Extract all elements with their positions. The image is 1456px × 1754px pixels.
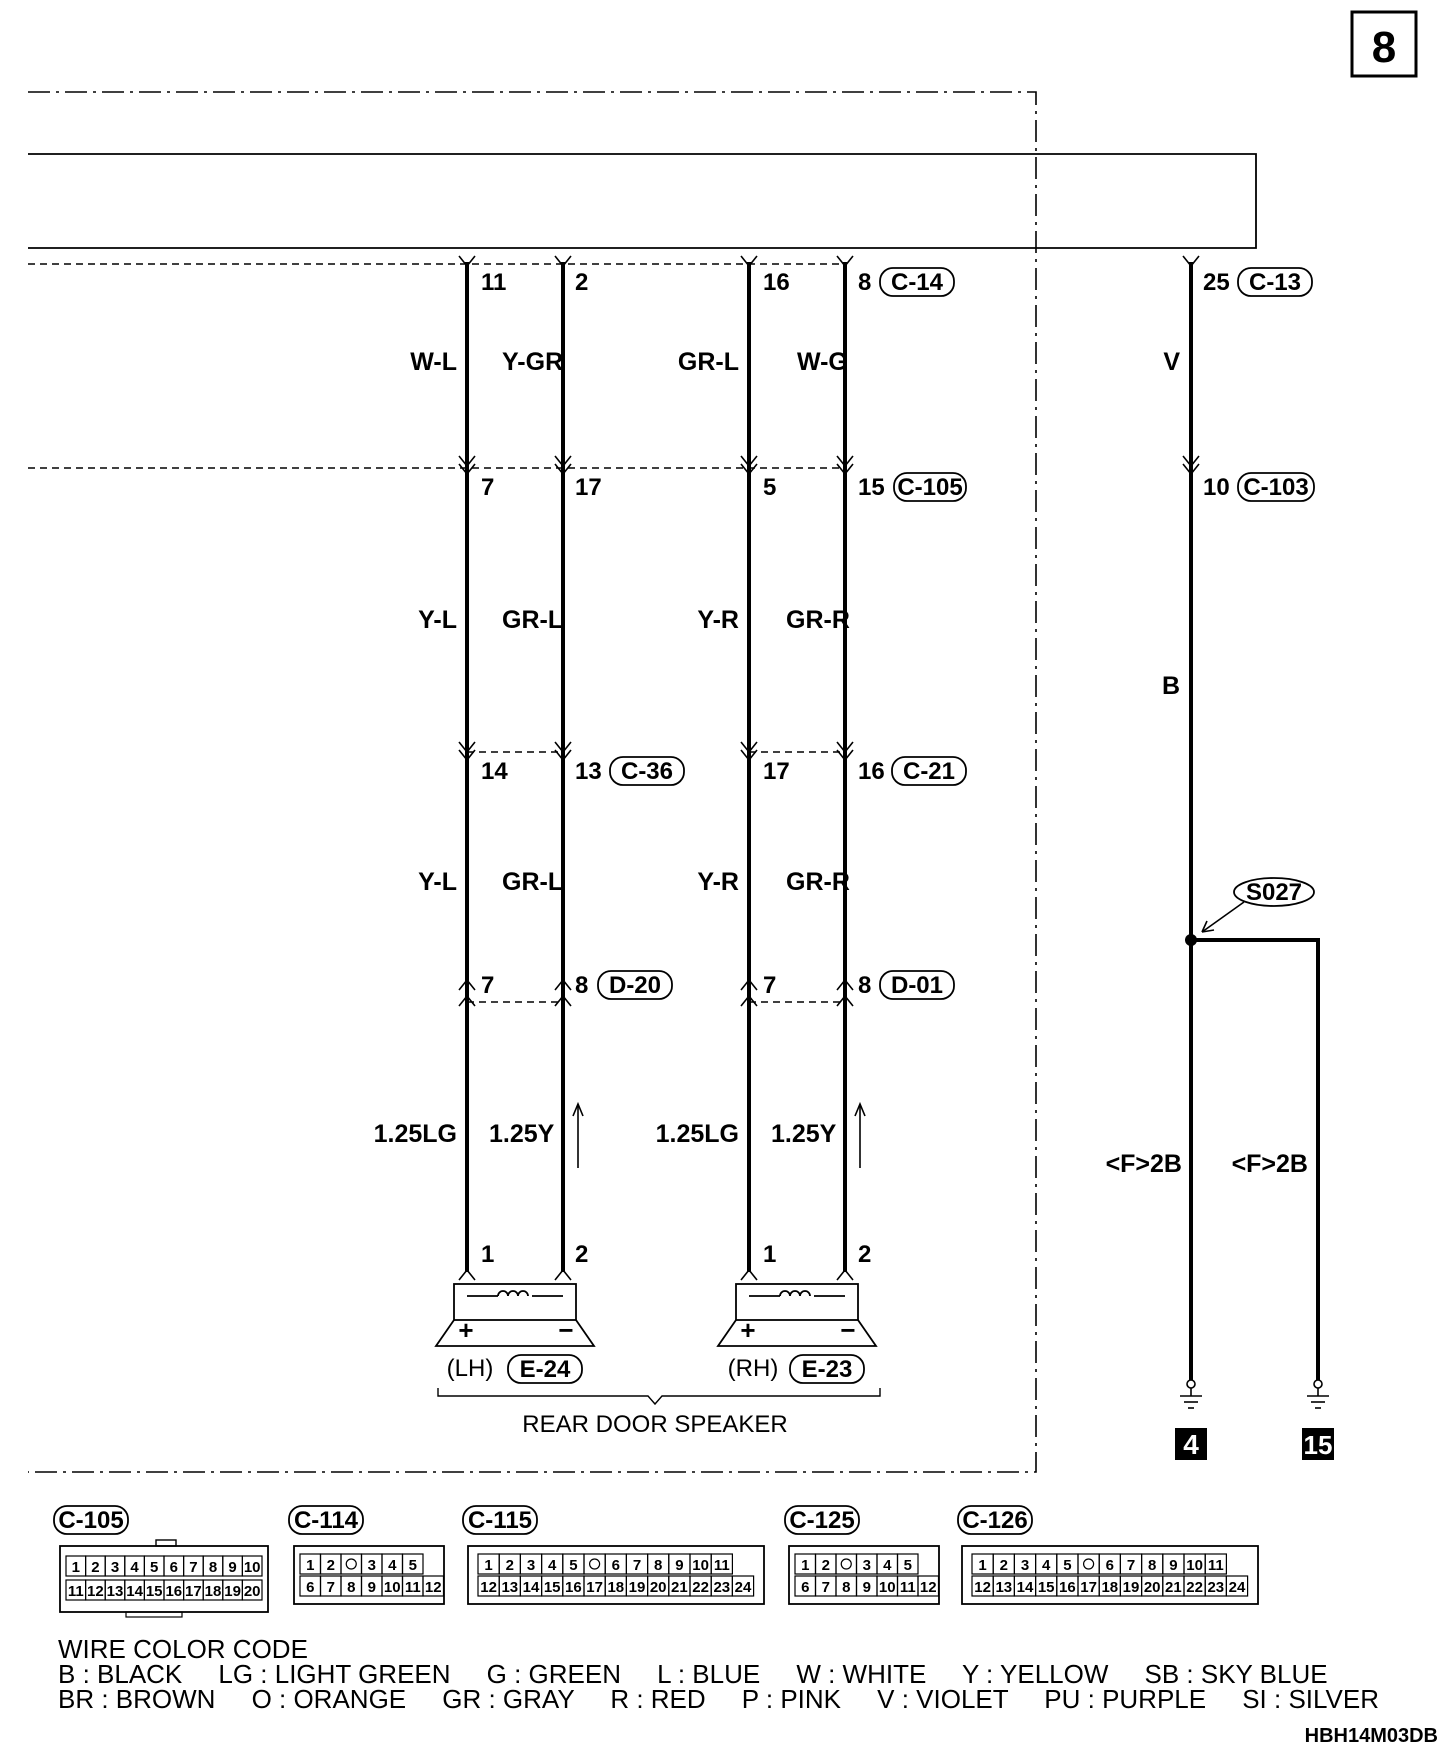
cavity-number: 23 <box>1207 1579 1225 1596</box>
cavity-number: 11 <box>1207 1557 1224 1574</box>
connector-face-title: C-114 <box>293 1507 359 1534</box>
cavity-number: 9 <box>675 1557 684 1574</box>
wire-color: B <box>1161 672 1180 700</box>
cavity-number: 3 <box>526 1557 536 1574</box>
cavity-number: 7 <box>326 1579 335 1596</box>
cavity-number: 22 <box>692 1579 709 1596</box>
speaker-side-label: (LH) <box>446 1355 494 1382</box>
connector-cavity <box>836 1554 857 1574</box>
wire-size-color: 1.25LG <box>655 1120 739 1148</box>
cavity-number: 11 <box>67 1583 84 1600</box>
cavity-number: 7 <box>189 1559 198 1576</box>
connector-tag: C-13 <box>1248 269 1302 296</box>
cavity-number: 19 <box>224 1583 241 1600</box>
cavity-number: 1 <box>71 1559 80 1576</box>
speaker-side-label: (RH) <box>727 1355 779 1382</box>
speaker-labels <box>447 1315 864 1438</box>
speaker-minus: − <box>840 1315 856 1345</box>
cavity-number: 19 <box>1122 1579 1140 1596</box>
wire-color: GR-L <box>677 348 739 376</box>
pin-number: 10 <box>1203 474 1230 501</box>
cavity-number: 8 <box>842 1579 851 1596</box>
speaker-connector: E-23 <box>801 1356 853 1383</box>
cavity-number: 3 <box>862 1557 871 1574</box>
cavity-number: 6 <box>306 1579 315 1596</box>
cavity-number: 5 <box>1063 1557 1072 1574</box>
cavity-number: 18 <box>204 1583 222 1600</box>
wire-color: W-L <box>410 348 457 376</box>
connector-tag: C-14 <box>890 269 944 296</box>
pin-number: 7 <box>481 474 495 501</box>
connector-face-title: C-126 <box>962 1507 1028 1534</box>
diagram-code: HBH14M03DB <box>1304 1725 1438 1747</box>
cavity-number: 22 <box>1186 1579 1203 1596</box>
speaker-brace <box>438 1388 880 1404</box>
cavity-number: 2 <box>91 1559 100 1576</box>
cavity-number: 15 <box>145 1583 163 1600</box>
pin-number: 17 <box>575 474 602 501</box>
cavity-number: 20 <box>649 1579 667 1596</box>
cavity-number: 2 <box>821 1557 830 1574</box>
cavity-number: 16 <box>565 1579 582 1596</box>
cavity-number: 4 <box>130 1559 139 1576</box>
cavity-number: 5 <box>408 1557 417 1574</box>
cavity-number: 5 <box>150 1559 159 1576</box>
cavity-number: 5 <box>569 1557 578 1574</box>
pin-number: 7 <box>481 972 495 999</box>
cavity-number: 3 <box>1020 1557 1030 1574</box>
cavity-number: 14 <box>126 1583 143 1600</box>
cavity-number: 3 <box>367 1557 376 1574</box>
pin-number: 17 <box>763 758 790 785</box>
cavity-number: 7 <box>632 1557 642 1574</box>
cavity-number: 13 <box>995 1579 1013 1596</box>
ground-symbol-left <box>1180 1380 1202 1408</box>
cavity-number: 6 <box>801 1579 810 1596</box>
cavity-number: 17 <box>586 1579 603 1596</box>
pin-number: 13 <box>575 758 602 785</box>
cavity-number: 6 <box>169 1559 178 1576</box>
connector-tag: D-01 <box>890 972 944 999</box>
cavity-number: 15 <box>543 1579 561 1596</box>
pin-number: 11 <box>481 269 507 296</box>
wire-size-color: 1.25Y <box>771 1120 837 1148</box>
cavity-number: 20 <box>1143 1579 1161 1596</box>
pin-numbers <box>481 269 1230 1268</box>
wire-color: V <box>1163 348 1180 376</box>
cavity-number: 14 <box>522 1579 540 1596</box>
wire-color: <F>2B <box>1231 1150 1308 1178</box>
wire-labels <box>374 348 1308 1178</box>
wire-color: GR-R <box>786 606 850 634</box>
connector-face-c115 <box>463 1506 764 1604</box>
connector-face-c125 <box>785 1506 939 1604</box>
cavity-number: 8 <box>654 1557 663 1574</box>
cavity-number: 13 <box>106 1583 124 1600</box>
cavity-number: 18 <box>1101 1579 1119 1596</box>
cavity-number: 10 <box>878 1579 896 1596</box>
wire-color: W-G <box>797 348 848 376</box>
speaker-plus: + <box>740 1315 756 1345</box>
cavity-number: 1 <box>978 1557 987 1574</box>
connector-tag: D-20 <box>608 972 662 999</box>
speaker-group-label: REAR DOOR SPEAKER <box>522 1411 788 1438</box>
pin-number: 7 <box>763 972 777 999</box>
pin-number: 25 <box>1203 269 1230 296</box>
cavity-number: 10 <box>243 1559 261 1576</box>
unit-box <box>28 154 1256 248</box>
connector-tag: C-105 <box>897 474 963 501</box>
wire-color: Y-L <box>418 606 457 634</box>
cavity-number: 21 <box>1165 1579 1182 1596</box>
wire-size-color: 1.25LG <box>373 1120 457 1148</box>
connector-face-c114 <box>289 1506 444 1604</box>
cavity-number: 3 <box>110 1559 120 1576</box>
cavity-number: 12 <box>87 1583 104 1600</box>
cavity-number: 2 <box>505 1557 514 1574</box>
connector-tag: C-21 <box>902 758 956 785</box>
pin-number: 8 <box>575 972 589 999</box>
splice-dot <box>1185 934 1197 946</box>
cavity-number: 2 <box>326 1557 335 1574</box>
cavity-number: 1 <box>306 1557 315 1574</box>
wire-color-code-title: WIRE COLOR CODE <box>58 1634 308 1664</box>
pin-number: 15 <box>858 474 885 501</box>
pin-number: 8 <box>858 269 872 296</box>
cavity-number: 1 <box>484 1557 493 1574</box>
cavity-number: 6 <box>1105 1557 1114 1574</box>
connector-cavity <box>1078 1554 1099 1574</box>
cavity-number: 16 <box>1059 1579 1076 1596</box>
cavity-number: 10 <box>383 1579 401 1596</box>
connector-cavity <box>341 1554 362 1574</box>
connector-tag: C-103 <box>1243 474 1309 501</box>
cavity-number: 4 <box>388 1557 397 1574</box>
splice-pointer <box>1202 902 1244 932</box>
cavity-number: 8 <box>347 1579 356 1596</box>
cavity-number: 18 <box>607 1579 625 1596</box>
cavity-number: 1 <box>801 1557 810 1574</box>
cavity-number: 10 <box>1186 1557 1203 1574</box>
connector-latch <box>841 1559 851 1569</box>
cavity-number: 20 <box>243 1583 261 1600</box>
page-number: 8 <box>1371 23 1397 72</box>
cavity-number: 11 <box>404 1579 421 1596</box>
pin-number: 2 <box>575 269 589 296</box>
connector-tag: C-36 <box>620 758 674 785</box>
connector-face-c105 <box>54 1506 268 1617</box>
cavity-number: 8 <box>1148 1557 1157 1574</box>
pin-number: 16 <box>763 269 790 296</box>
wire-color: Y-L <box>418 868 457 896</box>
wire-color: Y-GR <box>502 348 564 376</box>
splice-tag: S027 <box>1245 879 1303 906</box>
cavity-number: 12 <box>974 1579 991 1596</box>
pin-number: 1 <box>763 1241 777 1268</box>
cavity-number: 4 <box>1042 1557 1051 1574</box>
wire-color: Y-R <box>697 606 739 634</box>
wire-color: GR-L <box>502 606 564 634</box>
speaker-plus: + <box>458 1315 474 1345</box>
connector-face-title: C-115 <box>467 1507 533 1534</box>
cavity-number: 4 <box>883 1557 892 1574</box>
dashdot-boundary <box>28 92 1036 1472</box>
cavity-number: 13 <box>501 1579 519 1596</box>
cavity-number: 6 <box>611 1557 620 1574</box>
cavity-number: 12 <box>480 1579 497 1596</box>
cavity-number: 2 <box>999 1557 1008 1574</box>
wire-color: GR-R <box>786 868 850 896</box>
speaker-connector: E-24 <box>519 1356 571 1383</box>
cavity-number: 15 <box>1037 1579 1055 1596</box>
cavity-number: 17 <box>185 1583 202 1600</box>
cavity-number: 7 <box>1126 1557 1136 1574</box>
pin-number: 2 <box>858 1241 872 1268</box>
pin-number: 8 <box>858 972 872 999</box>
pin-number: 16 <box>858 758 885 785</box>
cavity-number: 12 <box>424 1579 442 1596</box>
cavity-number: 17 <box>1080 1579 1097 1596</box>
pin-number: 2 <box>575 1241 589 1268</box>
connector-latch <box>1084 1559 1094 1569</box>
cavity-number: 16 <box>165 1583 183 1600</box>
cavity-number: 24 <box>1228 1579 1246 1596</box>
speaker-minus: − <box>558 1315 574 1345</box>
ground-point-4: 4 <box>1183 1429 1199 1460</box>
connector-latch <box>590 1559 600 1569</box>
cavity-number: 14 <box>1016 1579 1034 1596</box>
pin-number: 1 <box>481 1241 495 1268</box>
cavity-number: 19 <box>628 1579 646 1596</box>
wire-color: Y-R <box>697 868 739 896</box>
cavity-number: 23 <box>713 1579 731 1596</box>
cavity-number: 8 <box>208 1559 218 1576</box>
wire-color-code-line1: B : BLACK LG : LIGHT GREEN G : GREEN L : BLUE W : WHITE Y : YELLOW SB : SKY BLUE <box>58 1659 1328 1689</box>
cavity-number: 9 <box>862 1579 871 1596</box>
ground-symbol-right <box>1307 1380 1329 1408</box>
pin-number: 14 <box>481 758 508 785</box>
pin-number: 5 <box>763 474 777 501</box>
connector-face-title: C-125 <box>789 1507 855 1534</box>
cavity-number: 11 <box>899 1579 916 1596</box>
wire-color: <F>2B <box>1105 1150 1182 1178</box>
cavity-number: 7 <box>821 1579 830 1596</box>
connector-cavity <box>584 1554 605 1574</box>
connector-latch <box>346 1559 356 1569</box>
cavity-number: 11 <box>713 1557 730 1574</box>
cavity-number: 21 <box>671 1579 688 1596</box>
wire-color-code-line2: BR : BROWN O : ORANGE GR : GRAY R : RED P : PINK V : VIOLET PU : PURPLE SI : SILVER <box>58 1684 1380 1714</box>
wire-color: GR-L <box>502 868 564 896</box>
connector-face-c126 <box>958 1506 1258 1604</box>
cavity-number: 9 <box>1169 1557 1178 1574</box>
cavity-number: 4 <box>548 1557 557 1574</box>
wire-size-color: 1.25Y <box>489 1120 555 1148</box>
cavity-number: 5 <box>903 1557 912 1574</box>
cavity-number: 9 <box>367 1579 376 1596</box>
cavity-number: 10 <box>692 1557 709 1574</box>
ground-point-15: 15 <box>1303 1430 1333 1460</box>
cavity-number: 24 <box>734 1579 752 1596</box>
cavity-number: 12 <box>919 1579 937 1596</box>
connector-face-title: C-105 <box>58 1507 124 1534</box>
cavity-number: 9 <box>228 1559 237 1576</box>
